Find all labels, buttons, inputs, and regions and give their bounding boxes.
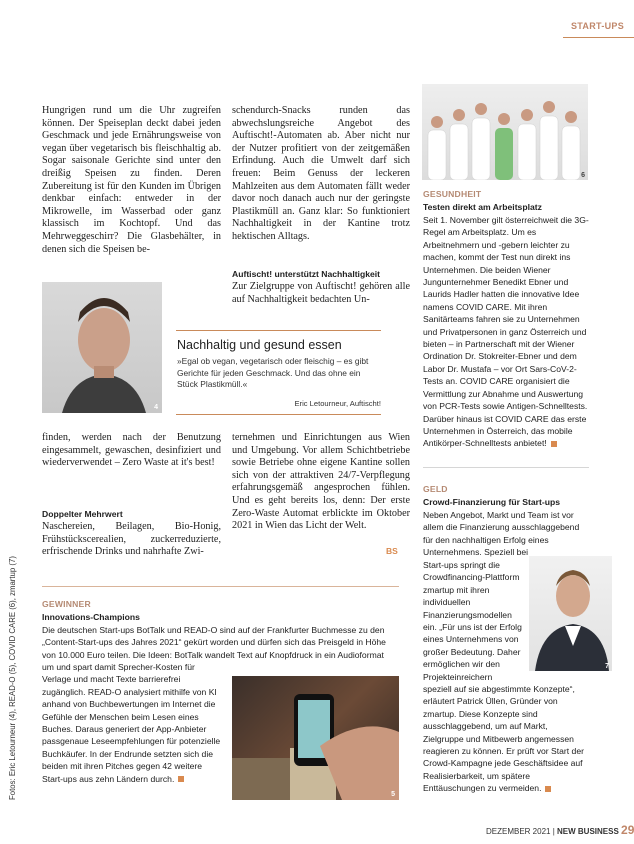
col1-top-text: Hungrigen rund um die Uhr zugreifen können. Der Speiseplan deckt dabei jeden Geschmack und jede Ernährungsweise von vegan über vegetarisch bis fleischhaltig ab. Sogar saisonale Gerichte sind unter den dreißig Speisen zu finden. Deren Zubereitung ist für den Kunden im Übrigen denkbar einfach: entweder in der Mikrowelle, im Wasserbad oder ganz klassisch im Kochtopf. Und das Mehrweggeschirr? Die Glasbehälter, in denen sich die Speisen be-	[42, 105, 221, 255]
portrait-illustration	[529, 556, 612, 671]
col2-bottom-text: ternehmen und Einrichtungen aus Wien und Umgebung. Vor allem Schichtbetriebe sowie Betriebe ohne eigene Kantine sollen sich von der attraktiven 24/7-Verpflegung erfahrungsgemäß angesprochen fühlen. Und es geht bereits los, denn: Der erste Zero-Waste Automat erblickte im Oktober 2021 in Wien das Licht der Welt.	[232, 432, 410, 532]
quote-rule-top	[176, 330, 381, 331]
footer	[486, 823, 634, 837]
gesundheit-title: Testen direkt am Arbeitsplatz	[423, 202, 542, 212]
gewinner-title: Innovations-Champions	[42, 612, 140, 622]
gesundheit-text: Seit 1. November gilt österreichweit die 3G-Regel am Arbeitsplatz. Um es Arbeitnehmern und -gebern leichter zu machen, kommt der Test nun direkt ins Unternehmen. Die beiden Wiener Jungunternehmer Benedikt Ebner und Laurids Hadler hatten die innovative Idee namens COVID CARE. Mit ihren Sanitärteams fahren sie zu Unternehmen und Privatpersonen in ganz Österreich und bieten – in Partnerschaft mit der Wiener Ordination Dr. Stokreiter-Ebner und dem Labor Dr. Mustafa – vor Ort Sars-CoV-2-Tests an. COVID CARE organisiert die Vermittlung zur Abnahme und Auswertung von PCR-Tests sowie Antigen-Schnelltests. Darüber hinaus ist COVID CARE das erste Unternehmen in Österreich, das mobile Antikörper-Schnelltests anbietet!	[423, 215, 589, 449]
end-square-icon	[551, 441, 557, 447]
col1-bottom-text: finden, werden nach der Benutzung eingesammelt, gewaschen, desinfiziert und wiederverwendet – Zero Waste at it's best!	[42, 432, 221, 469]
footer-page-number: 29	[621, 823, 634, 837]
gesundheit-kicker: GESUNDHEIT	[423, 189, 482, 199]
photo-number: 4	[154, 404, 158, 411]
quote-title: Nachhaltig und gesund essen	[177, 338, 342, 352]
quote-text: »Egal ob vegan, vegetarisch oder fleischig – es gibt Gerichte für jeden Geschmack. Und das ohne ein Stück Plastikmüll.«	[177, 356, 369, 389]
app-illustration	[232, 676, 399, 800]
gewinner-text-full: Die deutschen Start-ups BotTalk und READ-O sind auf der Frankfurter Buchmesse zu den „Content-Start-ups des Jahres 2021“ gekürt worden und dürfen sich das Preisgeld in Höhe von 10.000 Euro teilen. Die Ideen: BotTalk wandelt Text auf Knopfdruck in ein Audioformat	[42, 625, 386, 660]
col2-signature: BS	[386, 546, 398, 556]
photo-number: 7	[605, 663, 609, 670]
gewinner-kicker: GEWINNER	[42, 599, 91, 609]
gewinner-text-narrow: um und spart damit Sprecher-Kosten für Verlage und macht Texte barrierefrei zugänglich. READ-O analysiert mithilfe von KI anhand von Buchbewertungen im Internet die Gefühle der Menschen beim Lesen eines Buches. Daraus generiert der App-Anbieter passgenaue Leseempfehlungen für potenzielle Buchkäufer. In der Endrunde setzten sich die beiden mit ihren Pitches gegen 42 weitere Start-ups aus zehn Ländern durch.	[42, 662, 221, 784]
geld-kicker: GELD	[423, 484, 448, 494]
col2-subhead: Auftischt! unterstützt Nachhaltigkeit	[232, 269, 381, 279]
geld-title: Crowd-Finanzierung für Start-ups	[423, 497, 561, 507]
geld-text-rest: speziell auf sie abgestimmte Konzepte“, erläutert Patrick Üllen, Gründer von zmartup. Diese Konzepte sind ausschlaggebend, um auf Markt, Zielgruppe und Mitbewerb angemessen reagieren zu können. Er prüft vor Start der Crowd-Kampagne jede Geschäftsidee auf Realisierbarkeit, um spätere Enttäuschungen zu vermeiden.	[423, 684, 584, 794]
portrait-photo-uellen	[529, 556, 612, 671]
photo-credits: Fotos: Eric Letourneur (4), READ-O (5), COVID CARE (6), zmartup (7)	[8, 556, 17, 800]
section-header: START-UPS	[571, 21, 625, 31]
col1-subhead: Doppelter Mehrwert	[42, 509, 123, 519]
geld-text-narrow: Start-ups springt die Crowdfinancing-Plattform zmartup mit ihren individuellen Finanzierungsmodellen ein. „Für uns ist der Erfolg eines Unternehmens von großer Bedeutung. Daher ermöglichen wir den Projekteinreichern	[423, 560, 522, 682]
quote-author: Eric Letourneur, Auftischt!	[294, 399, 381, 408]
gewinner-rule	[42, 586, 399, 587]
col2-top-text: schendurch-Snacks runden das abwechslungsreiche Angebot des Auftischt!-Automaten ab. Aber nicht nur der Nutzer profitiert von der zeitgemäßen Erfindung. Auch die Umwelt darf sich freuen: Beim Genuss der leckeren Mahlzeiten aus dem Automaten fällt weder davor noch danach auch nur der geringste Plastikmüll an. Ganz klar: So funktioniert Nachhaltigkeit in der Kantine trotz hektischen Alltags.	[232, 105, 410, 242]
photo-number: 6	[581, 172, 585, 179]
footer-issue: DEZEMBER 2021	[486, 827, 551, 836]
portrait-photo-letourneur	[42, 282, 162, 413]
app-photo-read-o	[232, 676, 399, 800]
team-illustration	[422, 84, 588, 180]
footer-magazine: NEW BUSINESS	[557, 827, 619, 836]
geld-text-full: Neben Angebot, Markt und Team ist vor allem die Finanzierung ausschlaggebend für den nachhaltigen Erfolg eines Unternehmens. Speziell bei	[423, 510, 580, 558]
col2-sub-text: Zur Zielgruppe von Auftischt! gehören alle auf Nachhaltigkeit bedachten Un-	[232, 281, 410, 305]
quote-rule-bottom	[176, 414, 381, 415]
right-col-divider	[423, 467, 589, 468]
end-square-icon	[545, 786, 551, 792]
col1-sub-text: Naschereien, Beilagen, Bio-Honig, Frühstückscerealien, zuckerreduzierte, erfrischende Drinks und nahrhafte Zwi-	[42, 521, 221, 558]
team-photo-covid-care	[422, 84, 588, 180]
header-rule	[563, 37, 634, 38]
end-square-icon	[178, 776, 184, 782]
photo-number: 5	[391, 791, 395, 798]
footer-separator: |	[552, 827, 555, 836]
portrait-illustration	[42, 282, 162, 413]
